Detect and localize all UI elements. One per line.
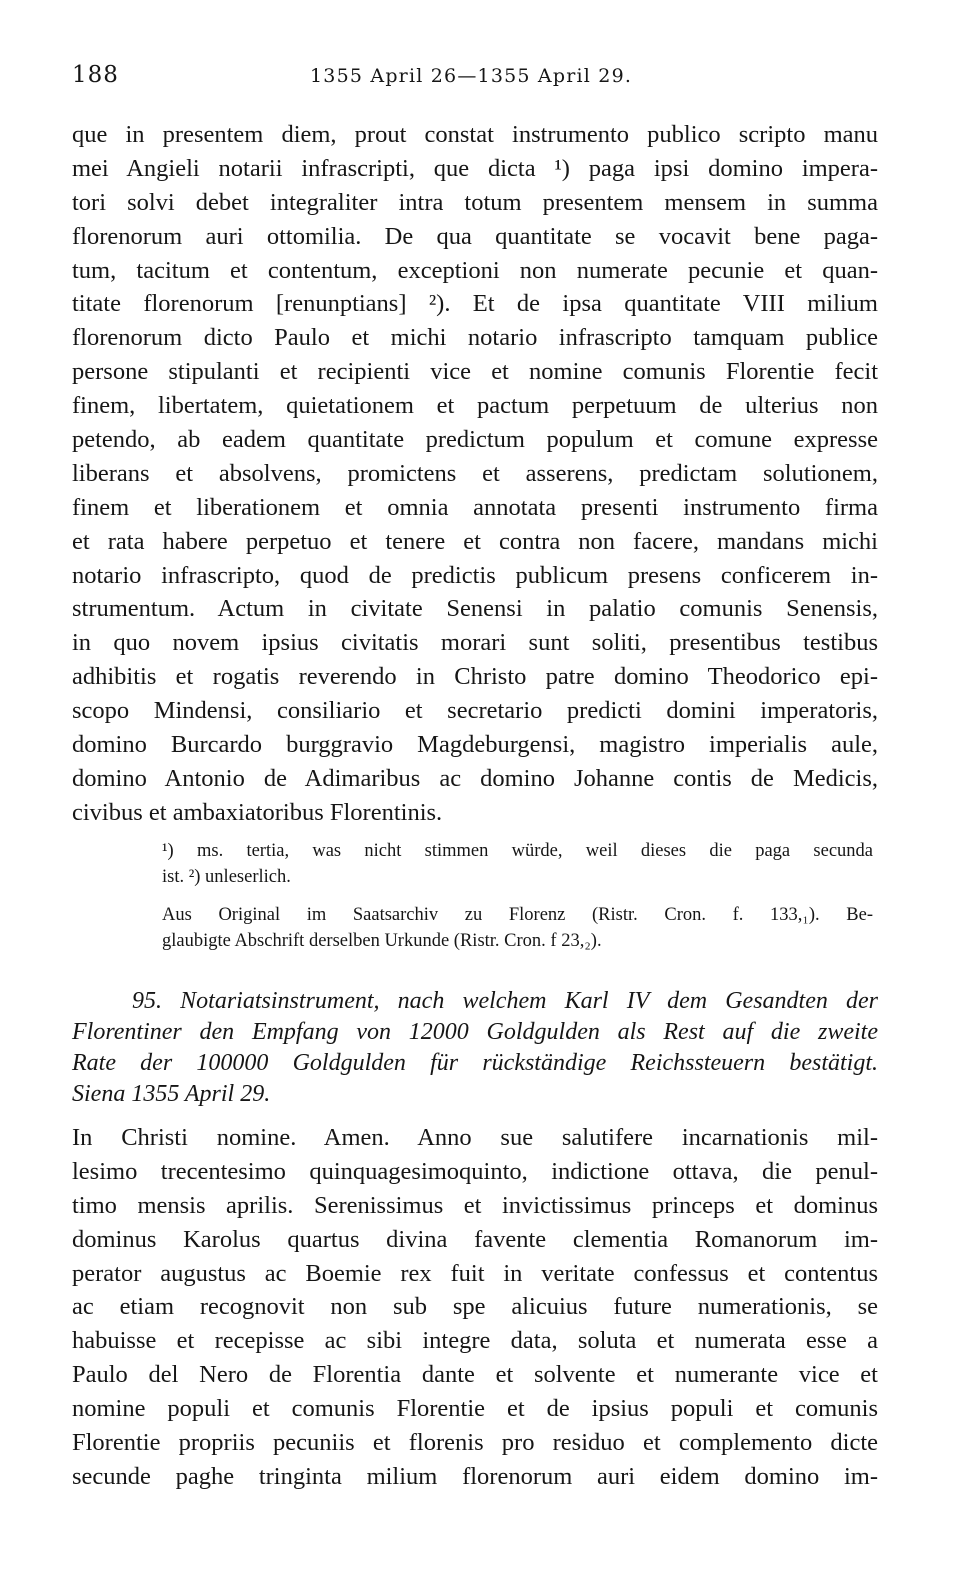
- text-line: domino Antonio de Adimaribus ac domino Johanne contis de Medicis,: [72, 764, 878, 792]
- continuation-text: [72, 118, 878, 830]
- text-line: lesimo trecentesimo quinquagesimoquinto, indictione ottava, die penul-: [72, 1157, 878, 1185]
- source-note: [78, 902, 873, 954]
- text-line: in quo novem ipsius civitatis morari sunt soliti, presentibus testibus: [72, 629, 878, 657]
- text-line: que in presentem diem, prout constat instrumento publico scripto manu: [72, 121, 878, 148]
- text-line: finem, libertatem, quietationem et pactum perpetuum de ulterius non: [72, 392, 878, 420]
- text-line: florenorum dicto Paulo et michi notario infrascripto tamquam publice: [72, 324, 878, 352]
- text-line: tum, tacitum et contentum, exceptioni non numerate pecunie et quan-: [72, 256, 878, 284]
- heading-line: Siena 1355 April 29.: [72, 1081, 271, 1107]
- page-number: 188: [72, 62, 119, 88]
- document-text: [72, 1121, 878, 1494]
- text-line: Paulo del Nero de Florentia dante et solvente et numerante vice et: [72, 1361, 878, 1389]
- text-line: liberans et absolvens, promictens et asserens, predictam solutionem,: [72, 459, 878, 487]
- heading-line: [72, 986, 878, 1017]
- text-line: domino Burcardo burggravio Magdeburgensi, magistro imperialis aule,: [72, 731, 878, 759]
- footnote-line: ¹) ms. tertia, was nicht stimmen würde, weil dieses die paga secunda: [162, 841, 873, 861]
- text-line: tori solvi debet integraliter intra totum presentem mensem in summa: [72, 188, 878, 216]
- text-line: civibus et ambaxiatoribus Florentinis.: [72, 798, 443, 826]
- running-head: [72, 62, 884, 92]
- text-line: perator augustus ac Boemie rex fuit in veritate confessus et contentus: [72, 1259, 878, 1287]
- text-line: ac etiam recognovit non sub spe alicuius future numerationis, se: [72, 1293, 878, 1321]
- text-line: florenorum auri ottomilia. De qua quantitate se vocavit bene paga-: [72, 222, 878, 250]
- text-line: timo mensis aprilis. Serenissimus et invictissimus princeps et dominus: [72, 1191, 878, 1219]
- text-line: titate florenorum [renunptians] ²). Et de ipsa quantitate VIII milium: [72, 290, 878, 318]
- text-line: petendo, ab eadem quantitate predictum populum et comune expresse: [72, 426, 878, 454]
- text-line: habuisse et recepisse ac sibi integre data, soluta et numerata esse a: [72, 1327, 878, 1355]
- footnotes: [78, 838, 873, 890]
- heading-line: Rate der 100000 Goldgulden für rückständige Reichssteuern bestätigt.: [72, 1050, 878, 1076]
- text-line: mei Angieli notarii infrascripti, que dicta ¹) paga ipsi domino impera-: [72, 154, 878, 182]
- source-note-line: Aus Original im Saatsarchiv zu Florenz (Ristr. Cron. f. 133,₁). Be-: [162, 905, 873, 925]
- document-heading: [72, 986, 878, 1110]
- text-line: notario infrascripto, quod de predictis publicum presens conficerem in-: [72, 561, 878, 589]
- text-line: finem et liberationem et omnia annotata presenti instrumento firma: [72, 493, 878, 521]
- text-line: scopo Mindensi, consiliario et secretario predicti domini imperatoris,: [72, 697, 878, 725]
- text-line: adhibitis et rogatis reverendo in Christo patre domino Theodorico epi-: [72, 663, 878, 691]
- heading-line: Florentiner den Empfang von 12000 Goldgulden als Rest auf die zweite: [72, 1019, 878, 1045]
- heading-text: Notariatsinstrument, nach welchem Karl IV dem Gesandten der: [180, 988, 878, 1014]
- source-note-line: glaubigte Abschrift derselben Urkunde (Ristr. Cron. f 23,₂).: [162, 931, 602, 951]
- footnote-line: ist. ²) unleserlich.: [162, 867, 291, 887]
- text-line: strumentum. Actum in civitate Senensi in palatio comunis Senensis,: [72, 595, 878, 623]
- document-number: 95.: [132, 988, 162, 1014]
- text-line: secunde paghe tringinta milium florenorum auri eidem domino im-: [72, 1462, 878, 1490]
- text-line: nomine populi et comunis Florentie et de ipsius populi et comunis: [72, 1395, 878, 1423]
- running-title: 1355 April 26—1355 April 29.: [310, 65, 633, 87]
- text-line: persone stipulanti et recipienti vice et nomine comunis Florentie fecit: [72, 358, 878, 386]
- text-line: Florentie propriis pecuniis et florenis pro residuo et complemento dicte: [72, 1429, 878, 1457]
- text-line: dominus Karolus quartus divina favente clementia Romanorum im-: [72, 1225, 878, 1253]
- text-line: et rata habere perpetuo et tenere et contra non facere, mandans michi: [72, 527, 878, 555]
- text-line: In Christi nomine. Amen. Anno sue salutifere incarnationis mil-: [72, 1124, 878, 1151]
